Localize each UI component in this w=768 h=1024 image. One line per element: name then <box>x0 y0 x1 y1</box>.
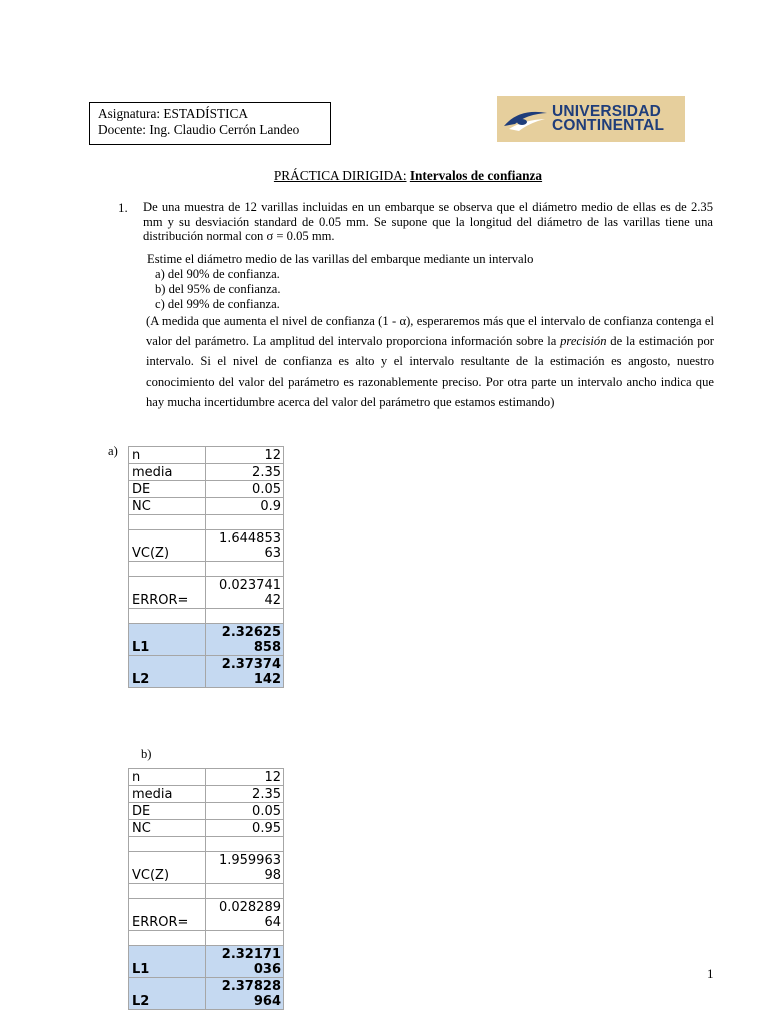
row-value: 2.35 <box>206 464 284 481</box>
table-row <box>129 656 284 688</box>
title-prefix: PRÁCTICA DIRIGIDA: <box>273 168 407 183</box>
table-row <box>129 481 284 498</box>
table-row <box>129 624 284 656</box>
table-row <box>129 447 284 464</box>
empty-row <box>129 837 284 852</box>
row-value: 1.644853 63 <box>206 530 284 562</box>
row-value: 0.023741 42 <box>206 577 284 609</box>
page-title <box>0 168 768 184</box>
logo-emblem-icon <box>501 100 551 138</box>
logo-wordmark <box>552 105 664 133</box>
option-b: b) del 95% de confianza. <box>155 282 281 296</box>
row-label: L2 <box>129 978 206 1010</box>
row-value: 12 <box>206 447 284 464</box>
problem-text: De una muestra de 12 varillas incluidas en un embarque se observa que el diámetro medio de ellas es de 2.35 mm y su desviación standard de 0.05 mm. Se supone que la longitud del diámetro de las varillas tiene una distribución normal con σ = 0.05 mm. <box>143 200 713 244</box>
table-a <box>128 446 284 688</box>
row-label: n <box>129 769 206 786</box>
teacher-line: Docente: Ing. Claudio Cerrón Landeo <box>98 122 300 137</box>
title-topic: Intervalos de confianza <box>409 168 543 183</box>
logo-line-1: UNIVERSIDAD <box>552 103 661 120</box>
table-row <box>129 464 284 481</box>
row-value: 0.9 <box>206 498 284 515</box>
problem-number: 1. <box>118 200 128 215</box>
table-row <box>129 530 284 562</box>
empty-row <box>129 609 284 624</box>
row-value: 0.95 <box>206 820 284 837</box>
row-label: media <box>129 464 206 481</box>
page-number: 1 <box>707 966 714 981</box>
row-label: media <box>129 786 206 803</box>
row-label: DE <box>129 481 206 498</box>
row-value: 2.37374 142 <box>206 656 284 688</box>
table-row <box>129 498 284 515</box>
empty-row <box>129 884 284 899</box>
university-logo <box>497 96 685 142</box>
note-emphasis: precisión <box>560 334 607 349</box>
row-value: 0.028289 64 <box>206 899 284 931</box>
row-value: 12 <box>206 769 284 786</box>
table-b-label: b) <box>141 747 152 761</box>
row-label: DE <box>129 803 206 820</box>
row-value: 1.959963 98 <box>206 852 284 884</box>
row-label: VC(Z) <box>129 530 206 562</box>
note-part-1: (A medida que aumenta el nivel de confianza (1 - α), esperaremos más que el intervalo de confianza contenga el valor del parámetro. La amplitud del intervalo proporciona información sobre la <box>146 314 714 349</box>
row-label: VC(Z) <box>129 852 206 884</box>
table-row <box>129 820 284 837</box>
note-part-2: de la estimación por intervalo. Si el nivel de confianza es alto y el intervalo resultante de la estimación es angosto, nuestro conocimiento del valor del parámetro es razonablemente preciso. Por otra parte un intervalo ancho indica que hay mucha incertidumbre acerca del valor del parámetro que estamos estimando) <box>146 334 714 409</box>
row-value: 2.32171 036 <box>206 946 284 978</box>
course-info-box <box>89 102 331 145</box>
row-label: L2 <box>129 656 206 688</box>
table-row <box>129 899 284 931</box>
empty-row <box>129 515 284 530</box>
table-row <box>129 946 284 978</box>
row-value: 2.35 <box>206 786 284 803</box>
table-row <box>129 852 284 884</box>
table-row <box>129 577 284 609</box>
option-c: c) del 99% de confianza. <box>155 297 280 311</box>
problem-instruction: Estime el diámetro medio de las varillas del embarque mediante un intervalo <box>147 252 534 266</box>
row-label: L1 <box>129 624 206 656</box>
table-row <box>129 769 284 786</box>
explanatory-note <box>146 311 714 412</box>
row-label: ERROR= <box>129 899 206 931</box>
row-label: n <box>129 447 206 464</box>
course-line: Asignatura: ESTADÍSTICA <box>98 106 248 121</box>
row-value: 0.05 <box>206 481 284 498</box>
row-label: NC <box>129 820 206 837</box>
empty-row <box>129 562 284 577</box>
row-value: 2.37828 964 <box>206 978 284 1010</box>
table-a-label: a) <box>108 444 118 458</box>
empty-row <box>129 931 284 946</box>
row-label: NC <box>129 498 206 515</box>
row-label: ERROR= <box>129 577 206 609</box>
row-value: 2.32625 858 <box>206 624 284 656</box>
table-row <box>129 786 284 803</box>
table-b <box>128 768 284 1010</box>
table-row <box>129 978 284 1010</box>
row-label: L1 <box>129 946 206 978</box>
table-row <box>129 803 284 820</box>
option-a: a) del 90% de confianza. <box>155 267 280 281</box>
logo-line-2: CONTINENTAL <box>552 117 665 134</box>
row-value: 0.05 <box>206 803 284 820</box>
